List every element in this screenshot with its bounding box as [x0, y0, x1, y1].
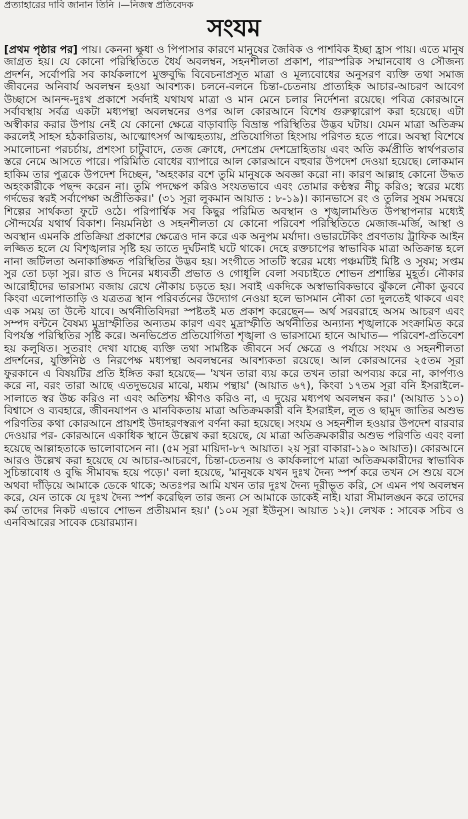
- article-body: [4, 44, 464, 817]
- continuation-label: [প্রথম পৃষ্ঠার পর]: [4, 44, 78, 56]
- article-text: পায়। কেননা ক্ষুধা ও পিপাসার কারণে মানুষের জৈবিক ও পাশবিক ইচ্ছা হ্রাস পায়। এতে মানুষ জাগ্রত হয়। যে কোনো পরিস্থিতিতে ধৈর্য অবলম্বন, সহনশীলতা প্রকাশ, পারস্পরিক সম্মানবোধ ও সৌজন্য প্রদর্শন, সর্বোপরি সব কার্যকলাপে মুক্তবুদ্ধি বিবেচনাপ্রসূত মাত্রা ও মূল্যবোধের অনুসরণ ব্যক্তি তথা সমাজ জীবনের অনিবার্য অবলম্বন হওয়া আবশ্যক। চলনে-বলনে চিন্তা-চেতনায় প্রাত্যহিক আচার-আচরণ আবেগ উচ্ছাসে আনন্দ-দুঃখ প্রকাশে সর্বদাই যথাযথ মাত্রা ও মান মেনে চলার নির্দেশনা রয়েছে। পবিত্র কোরআনে সর্বাবস্থায় সর্বত্র একটা মধ্যপন্থা অবলম্বনের ওপর আল কোরআনে বিশেষ গুরুত্বারোপ করা হয়েছে। এটা অস্বীকার করার উপায় নেই যে কোনো ক্ষেত্রে বাড়াবাড়ি বিভ্রান্ত পরিস্থিতির উদ্ভব ঘটায়। যেমন মাত্রা অতিক্রম করলেই সাহস হঠকারিতায়, আত্মোৎসর্গ আত্মহত্যায়, প্রতিযোগিতা হিংসায় পরিণত হতে পারে। অবস্থা বিশেষে সমালোচনা পরচর্চায়, প্রশংসা চাটুবাদে, তেজ ক্রোধে, দেশপ্রেম দেশদ্রোহিতায় এবং অতি কর্মপ্রীতি স্বার্থপরতার স্তরে নেমে আসতে পারে। পরিমিতি বোধের ব্যাপারে আল কোরআনে বহুবার উপদেশ দেওয়া হয়েছে। লোকমান হাকিম তার পুত্রকে উপদেশ দিচ্ছেন, 'অহংকার বশে তুমি মানুষকে অবজ্ঞা করো না। কারণ আল্লাহ কোনো উদ্ধত অহংকারীকে পছন্দ করেন না। তুমি পদক্ষেপ করিও সংযতভাবে এবং তোমার কণ্ঠস্বর নীচু করিও; স্বরের মধ্যে গর্দভের স্বরই সর্বাপেক্ষা অপ্রীতিকর।' (৩১ সূরা লুকমান আয়াত : ৮-১৯)। ক্যানভাসে রং ও তুলির সুষম সমন্বয়ে শিল্পের সার্থকতা ফুটে ওঠে। পরিপার্শ্বিক সব কিছুর পরিমিত অবস্থান ও শৃঙ্খলামণ্ডিত উপস্থাপনার মধ্যেই সৌন্দর্যের যথার্থ বিকাশ। নিয়মনিষ্ঠা ও সহনশীলতা যে কোনো পরিবেশ পরিস্থিতিতে মেজাজ-মর্জি, আস্থা ও অবস্থান এমনকি প্রতিক্রিয়া প্রকাশের ক্ষেত্রেও দান করে এক অনুপম মর্যাদা। ওভারটেকিং প্রবণতায় ট্রাফিক আইন লজ্জিত হলে যে বিশৃঙ্খলার সৃষ্টি হয় তাতে দুর্ঘটনাই ঘটে থাকে। দেহে রক্তচাপের স্বাভাবিক মাত্রা অতিক্রান্ত হলে নানা জটিলতা অনাকাঙ্ক্ষিত পরিস্থিতির উদ্ভব হয়। সংগীতে সাতটি স্বরের মধ্যে পঞ্চমটিই মিষ্টি ও সুষম; সপ্তম সুর তো চড়া সুর। রাত ও দিনের মধ্যবর্তী প্রভাত ও গোধূলি বেলা সবচাইতে শোভন প্রশান্তির মুহূর্ত। নৌকার আরোহীদের ভারসাম্য বজায় রেখে নৌকায় চড়তে হয়। সবাই একদিকে অস্বাভাবিকভাবে ঝুঁকলে নৌকা ডুববে কিংবা এলোপাতাড়ি ও যত্রতত্র স্থান পরিবর্তনের উদ্যোগ নেওয়া হলে ভাসমান নৌকা তো দুলতেই থাকবে এবং এক সময় তা উল্টে যাবে। অর্থনীতিবিদরা স্পষ্টতই মত প্রকাশ করেছেন— অর্থ সরবরাহে অসম আচরণ এবং সম্পদ বন্টনে বৈষম্য মুদ্রাস্ফীতির অন্যতম কারণ এবং মুদ্রাস্ফীতি অর্থনীতির অন্যান্য শৃঙ্খলাকে সংক্রামিত করে বিপর্যস্ত পরিস্থিতির সৃষ্টি করে। অনভিপ্রেত প্রতিযোগিতা শৃঙ্খলা ও ভারসাম্যে হানে আঘাত— পরিবেশ-প্রতিবেশ হয় কলুষিত। সুতরাং দেখা যাচ্ছে ব্যক্তি তথা সামষ্টিক জীবনে সর্ব ক্ষেত্রে ও পর্যায়ে সংযম ও সহনশীলতা প্রদর্শনের, যুক্তিনিষ্ঠ ও নিরপেক্ষ মধ্যপন্থা অবলম্বনের আবশ্যকতা রয়েছে। আল কোরআনের ২৫তম সূরা ফুরকানে এ বিষয়টির প্রতি ইঙ্গিত করা হয়েছে— 'যখন তারা ব্যয় করে তখন তারা অপব্যয় করে না, কার্পণ্যও করে না, বরং তারা আছে এতদুভয়ের মাঝে, মধ্যম পন্থায়' (আয়াত ৬৭), কিংবা ১৭তম সূরা বনি ইসরাইলে-সালাতে স্বর উচ্চ করিও না এবং অতিশয় ক্ষীণও করিও না, এ দুয়ের মধ্যপথ অবলম্বন কর।' (আয়াত ১১০) বিশ্বাসে ও ব্যবহারে, জীবনযাপন ও মানবিকতায় মাত্রা অতিক্রমকারী বনি ইসরাইল, লুত ও ছামুদ জাতির অশুভ পরিণতির কথা কোরআনে প্রায়শই উদাহরণস্বরূপ বর্ণনা করা হয়েছে। সংযম ও সহনশীল হওয়ার উপদেশ বারবার দেওয়ার পর- কোরআনে একাধিক স্থানে উল্লেখ করা হয়েছে, যে মাত্রা অতিক্রমকারীর অশুভ পরিণতি এবং বলা হয়েছে আল্লাহতাকে ভালোবাসেন না। (৫ম সূরা মায়িদা-৮৭ আয়াত। ২য় সূরা বাকারা-১৯০ আয়াত)। কোরআনে আরও উল্লেখ করা হয়েছে যে আচার-আচরণে, চিন্তা-চেতনায় ও কার্যকলাপে মাত্রা অতিক্রমকারীদের স্বাভাবিক সুচিন্তাবোধ ও বুদ্ধি সীমাবদ্ধ হয়ে পড়ে।' বলা হয়েছে, 'মানুষকে যখন দুঃখ দৈন্য স্পর্শ করে তখন সে শুয়ে বসে অথবা দাঁড়িয়ে আমাকে ডেকে থাকে; অতঃপর আমি যখন তার দুঃখ দৈন্য দূরীভূত করি, সে এমন পথ অবলম্বন করে, যেন তাকে যে দুঃখ দৈন্য স্পর্শ করেছিল তার জন্য সে আমাকে ডাকেই নাই। যারা সীমালঙ্ঘন করে তাদের কর্ম তাদের নিকট এভাবে শোভন প্রতীয়মান হয়।' (১০ম সূরা ইউনুস। আয়াত ১২)। লেখক : সাবেক সচিব ও এনবিআরের সাবেক চেয়ারম্যান।: [4, 44, 464, 530]
- article-headline: সংযম: [207, 14, 261, 42]
- previous-article-fragment: প্রত্যাহারের দাবি জানান তিনি ।—নিজস্ব প্রতিবেদক: [4, 0, 194, 11]
